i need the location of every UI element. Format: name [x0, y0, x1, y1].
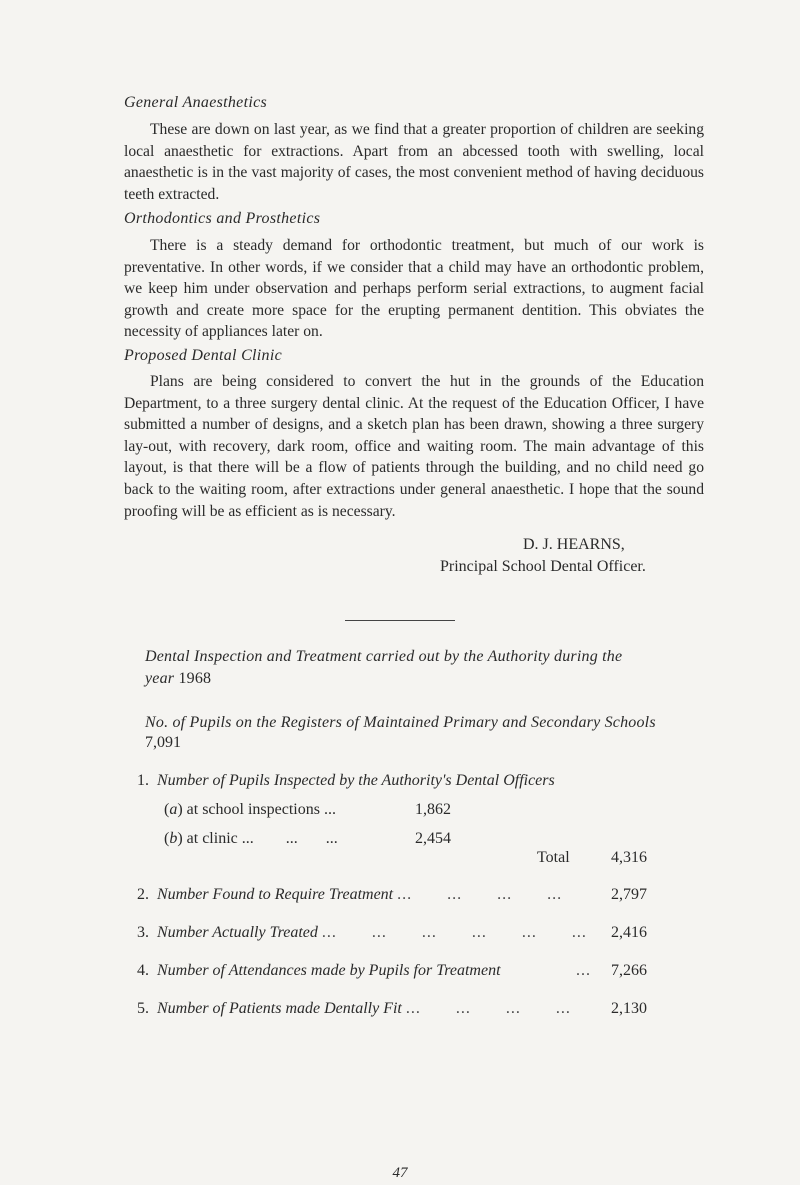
heading-orthodontics: Orthodontics and Prosthetics: [124, 210, 321, 227]
item-1b: (b) at clinic ... ... ...: [164, 830, 338, 847]
page-number: 47: [392, 1165, 408, 1181]
divider-rule: [345, 620, 455, 621]
item-1: 1. Number of Pupils Inspected by the Authority's Dental Officers: [137, 772, 555, 789]
registers-value: 7,091: [145, 734, 181, 751]
item-1a-value: 1,862: [415, 801, 451, 818]
report-title: Dental Inspection and Treatment carried out by the Authority during the year 1968: [145, 648, 623, 687]
signature-title: Principal School Dental Officer.: [440, 558, 646, 575]
paragraph-general-anaesthetics: These are down on last year, as we find that a greater proportion of children are seeking local anaesthetic for extractions. Apart from an abcessed tooth with swelling, local anaesthetic is in the vast majority of cases, the most convenient method of having deciduous teeth extracted.: [124, 121, 704, 203]
item-3-value: 2,416: [611, 924, 647, 941]
item-1-total-label: Total: [537, 849, 570, 866]
item-5-value: 2,130: [611, 1000, 647, 1017]
item-4: 4. Number of Attendances made by Pupils for Treatment: [137, 962, 501, 979]
item-1a: (a) at school inspections ...: [164, 801, 336, 818]
item-3: 3. Number Actually Treated ... ... ... ... ... ...: [137, 924, 587, 941]
item-2-value: 2,797: [611, 886, 647, 903]
paragraph-proposed-clinic: Plans are being considered to convert the hut in the grounds of the Education Department, to a three surgery dental clinic. At the request of the Education Officer, I have submitted a number of designs, and a sketch plan has been drawn, showing a three surgery lay-out, with recovery, dark room, office and waiting room. The main advantage of this layout, is that there will be a flow of patients through the building, and no child need go back to the waiting room, after extractions under general anaesthetic. I hope that the sound proofing will be as efficient as is necessary.: [124, 373, 704, 520]
heading-proposed-clinic: Proposed Dental Clinic: [124, 347, 282, 364]
paragraph-orthodontics: There is a steady demand for orthodontic treatment, but much of our work is preventative. In other words, if we consider that a child may have an orthodontic problem, we keep him under observation and perhaps perform serial extractions, to augment facial growth and create more space for the erupting permanent dentition. This obviates the necessity of appliances later on.: [124, 237, 704, 341]
item-4-dots: ...: [576, 962, 591, 979]
heading-general-anaesthetics: General Anaesthetics: [124, 94, 268, 111]
item-1-total-value: 4,316: [611, 849, 647, 866]
signature-name: D. J. HEARNS,: [523, 536, 625, 553]
item-2: 2. Number Found to Require Treatment ... ... ... ...: [137, 886, 563, 903]
item-4-value: 7,266: [611, 962, 647, 979]
item-5: 5. Number of Patients made Dentally Fit ... ... ... ...: [137, 1000, 571, 1017]
item-1b-value: 2,454: [415, 830, 451, 847]
registers-label: No. of Pupils on the Registers of Maintained Primary and Secondary Schools: [145, 714, 656, 731]
